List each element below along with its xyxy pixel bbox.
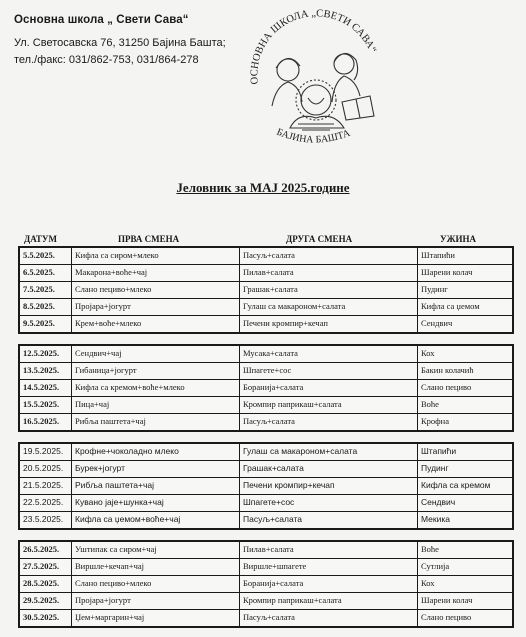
second-shift-cell: Кромпир паприкаш+салата bbox=[240, 593, 418, 609]
snack-cell: Мекика bbox=[421, 514, 451, 524]
snack-cell: Кифла са кремом bbox=[421, 480, 491, 490]
first-shift-cell: Рибља паштета+чај bbox=[72, 478, 240, 494]
date-cell: 30.5.2025. bbox=[20, 610, 72, 626]
first-shift-cell: Сендвич+чај bbox=[72, 346, 240, 362]
second-shift-cell: Виршле+шпагете bbox=[240, 559, 418, 575]
second-shift-cell: Шпагете+сос bbox=[240, 495, 418, 511]
date-cell: 27.5.2025. bbox=[20, 559, 72, 575]
table-row bbox=[20, 316, 512, 333]
header-second-shift: ДРУГА СМЕНА bbox=[286, 234, 353, 244]
first-shift-cell: Пица+чај bbox=[72, 397, 240, 413]
first-shift-cell: Слано пециво+млеко bbox=[72, 576, 240, 592]
menu-title: Јеловник за МАЈ 2025.године bbox=[176, 180, 350, 195]
table-row bbox=[20, 461, 512, 478]
first-shift-cell: Крофне+чоколадно млеко bbox=[72, 444, 240, 460]
week-table-1 bbox=[18, 246, 514, 334]
second-shift-cell: Грашак+салата bbox=[240, 461, 418, 477]
table-row bbox=[20, 299, 512, 316]
first-shift-cell: Кифла са сиром+млеко bbox=[72, 248, 240, 264]
header-first-shift: ПРВА СМЕНА bbox=[118, 234, 180, 244]
second-shift-cell: Печени кромпир+кечап bbox=[240, 316, 418, 332]
date-cell: 19.5.2025. bbox=[20, 444, 72, 460]
first-shift-cell: Макарона+воће+чај bbox=[72, 265, 240, 281]
table-row bbox=[20, 559, 512, 576]
snack-cell: Пудинг bbox=[421, 284, 448, 294]
second-shift-cell: Шпагете+сос bbox=[240, 363, 418, 379]
second-shift-cell: Пилав+салата bbox=[240, 542, 418, 558]
first-shift-cell: Слано пециво+млеко bbox=[72, 282, 240, 298]
second-shift-cell: Грашак+салата bbox=[240, 282, 418, 298]
table-row bbox=[20, 363, 512, 380]
date-cell: 15.5.2025. bbox=[20, 397, 72, 413]
second-shift-cell: Боранија+салата bbox=[240, 380, 418, 396]
table-row bbox=[20, 380, 512, 397]
school-logo bbox=[236, 6, 396, 154]
date-cell: 6.5.2025. bbox=[20, 265, 72, 281]
table-row bbox=[20, 444, 512, 461]
table-row bbox=[20, 576, 512, 593]
date-cell: 21.5.2025. bbox=[20, 478, 72, 494]
snack-cell: Сендвич bbox=[421, 497, 456, 507]
logo-top-text: ОСНОВНА ШКОЛА „СВЕТИ САВА“ bbox=[249, 8, 378, 85]
date-cell: 12.5.2025. bbox=[20, 346, 72, 362]
table-row bbox=[20, 478, 512, 495]
second-shift-cell: Гулаш са макароном+салата bbox=[240, 299, 418, 315]
date-cell: 28.5.2025. bbox=[20, 576, 72, 592]
date-cell: 14.5.2025. bbox=[20, 380, 72, 396]
first-shift-cell: Пројара+јогурт bbox=[72, 593, 240, 609]
date-cell: 29.5.2025. bbox=[20, 593, 72, 609]
second-shift-cell: Пасуљ+салата bbox=[240, 512, 418, 528]
first-shift-cell: Пројара+јогурт bbox=[72, 299, 240, 315]
snack-cell: Шарени колач bbox=[421, 595, 473, 605]
table-row bbox=[20, 414, 512, 431]
first-shift-cell: Бурек+јогурт bbox=[72, 461, 240, 477]
first-shift-cell: Виршле+кечап+чај bbox=[72, 559, 240, 575]
date-cell: 26.5.2025. bbox=[20, 542, 72, 558]
week-table-4 bbox=[18, 540, 514, 628]
snack-cell: Кох bbox=[421, 578, 435, 588]
date-cell: 8.5.2025. bbox=[20, 299, 72, 315]
date-cell: 9.5.2025. bbox=[20, 316, 72, 332]
second-shift-cell: Мусака+салата bbox=[240, 346, 418, 362]
date-cell: 22.5.2025. bbox=[20, 495, 72, 511]
date-cell: 13.5.2025. bbox=[20, 363, 72, 379]
snack-cell: Сендвич bbox=[421, 318, 453, 328]
school-address: Ул. Светосавска 76, 31250 Бајина Башта; bbox=[14, 37, 226, 49]
snack-cell: Воће bbox=[421, 399, 439, 409]
first-shift-cell: Џем+маргарин+чај bbox=[72, 610, 240, 626]
header-date: ДАТУМ bbox=[24, 234, 58, 244]
second-shift-cell: Печени кромпир+кечап bbox=[240, 478, 418, 494]
table-row bbox=[20, 265, 512, 282]
date-cell: 5.5.2025. bbox=[20, 248, 72, 264]
first-shift-cell: Кифла са џемом+воће+чај bbox=[72, 512, 240, 528]
second-shift-cell: Пасуљ+салата bbox=[240, 610, 418, 626]
second-shift-cell: Боранија+салата bbox=[240, 576, 418, 592]
table-row bbox=[20, 346, 512, 363]
snack-cell: Воће bbox=[421, 544, 439, 554]
second-shift-cell: Гулаш са макароном+салата bbox=[240, 444, 418, 460]
snack-cell: Кифла са џемом bbox=[421, 301, 480, 311]
first-shift-cell: Кифла са кремом+воће+млеко bbox=[72, 380, 240, 396]
snack-cell: Слано пециво bbox=[421, 612, 472, 622]
first-shift-cell: Гибаница+јогурт bbox=[72, 363, 240, 379]
table-row bbox=[20, 397, 512, 414]
second-shift-cell: Пилав+салата bbox=[240, 265, 418, 281]
date-cell: 7.5.2025. bbox=[20, 282, 72, 298]
snack-cell: Штапићи bbox=[421, 250, 455, 260]
table-row bbox=[20, 248, 512, 265]
snack-cell: Пудинг bbox=[421, 463, 449, 473]
table-row bbox=[20, 495, 512, 512]
snack-cell: Кох bbox=[421, 348, 435, 358]
week-table-3 bbox=[18, 442, 514, 530]
date-cell: 23.5.2025. bbox=[20, 512, 72, 528]
table-row bbox=[20, 542, 512, 559]
first-shift-cell: Кувано јаје+шунка+чај bbox=[72, 495, 240, 511]
table-row bbox=[20, 282, 512, 299]
second-shift-cell: Пасуљ+салата bbox=[240, 248, 418, 264]
first-shift-cell: Уштипак са сиром+чај bbox=[72, 542, 240, 558]
table-row bbox=[20, 512, 512, 529]
snack-cell: Шарени колач bbox=[421, 267, 473, 277]
logo-bottom-text: БАЈИНА БАШТА bbox=[274, 126, 352, 146]
first-shift-cell: Крем+воће+млеко bbox=[72, 316, 240, 332]
date-cell: 20.5.2025. bbox=[20, 461, 72, 477]
first-shift-cell: Рибља паштета+чај bbox=[72, 414, 240, 430]
snack-cell: Крофна bbox=[421, 416, 449, 426]
week-table-2 bbox=[18, 344, 514, 432]
snack-cell: Сутлија bbox=[421, 561, 450, 571]
second-shift-cell: Кромпир паприкаш+салата bbox=[240, 397, 418, 413]
second-shift-cell: Пасуљ+салата bbox=[240, 414, 418, 430]
school-phone: тел./факс: 031/862-753, 031/864-278 bbox=[14, 54, 199, 66]
snack-cell: Бакин колачић bbox=[421, 365, 474, 375]
table-row bbox=[20, 593, 512, 610]
snack-cell: Слано пециво bbox=[421, 382, 472, 392]
school-name: Основна школа „ Свети Сава“ bbox=[14, 14, 189, 26]
snack-cell: Штапићи bbox=[421, 446, 457, 456]
table-row bbox=[20, 610, 512, 627]
date-cell: 16.5.2025. bbox=[20, 414, 72, 430]
header-snack: УЖИНА bbox=[440, 234, 477, 244]
